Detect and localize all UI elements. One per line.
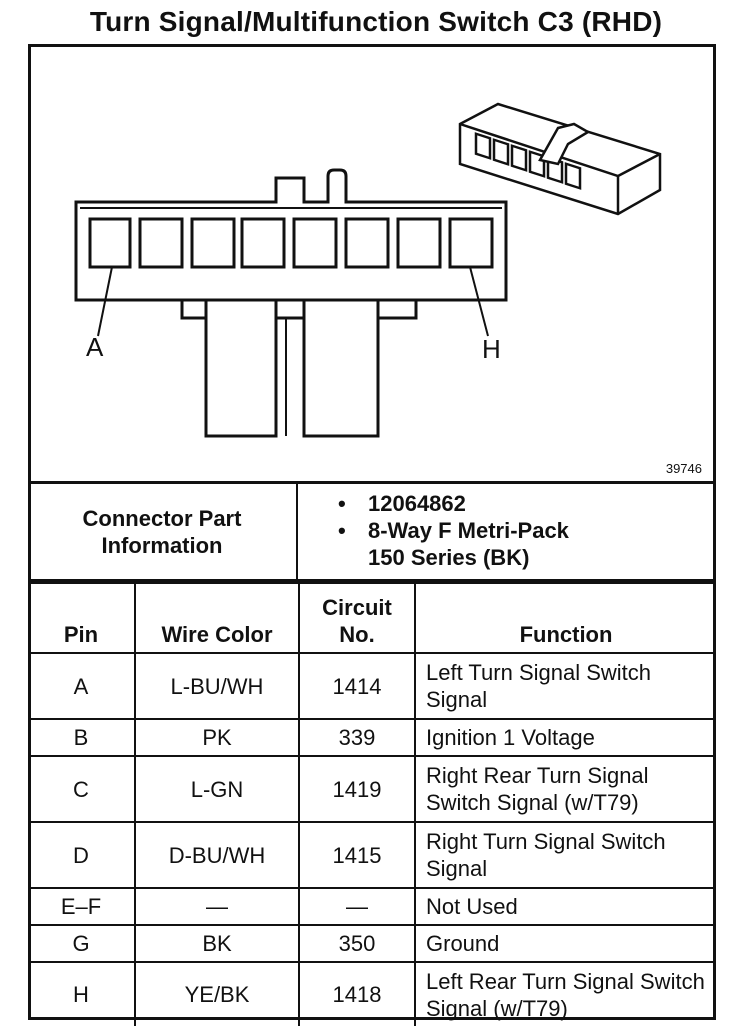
page-title: Turn Signal/Multifunction Switch C3 (RHD) [89,6,663,37]
connector-info-label: Connector Part Information [82,505,242,558]
wire-color-cell: D-BU/WH [135,822,299,888]
function-cell: Left Rear Turn Signal Switch Signal (w/T79) [415,962,716,1026]
table-row [28,653,716,719]
pin-cell: H [28,962,135,1026]
circuit-cell: 1419 [299,756,415,822]
wire-color-cell: PK [135,719,299,756]
pinout-table [28,582,716,1026]
header-circuit-no: Circuit No. [299,583,415,653]
wire-color-cell: L-GN [135,756,299,822]
circuit-cell: 1415 [299,822,415,888]
circuit-cell: 350 [299,925,415,962]
function-cell: Ground [415,925,716,962]
connector-info-label-cell [28,484,298,579]
connector-part-number: • 12064862 [338,490,716,517]
connector-info-items [298,484,716,579]
label-h: H [482,334,501,364]
wire-color-cell: YE/BK [135,962,299,1026]
circuit-cell: 1418 [299,962,415,1026]
header-function: Function [415,583,716,653]
function-cell: Right Rear Turn Signal Switch Signal (w/T79) [415,756,716,822]
table-header-row [28,583,716,653]
connector-illustration [28,44,716,482]
connector-info [28,481,716,582]
figure-number: 39746 [665,461,702,476]
function-cell: Right Turn Signal Switch Signal [415,822,716,888]
wire-color-cell: — [135,888,299,925]
circuit-cell: — [299,888,415,925]
table-row [28,822,716,888]
connector-type: • 8-Way F Metri-Pack 150 Series (BK) [338,517,608,571]
function-cell: Ignition 1 Voltage [415,719,716,756]
table-row [28,925,716,962]
table-row [28,756,716,822]
pin-cell: C [28,756,135,822]
pin-cell: D [28,822,135,888]
pin-cell: B [28,719,135,756]
connector-diagram [28,44,716,482]
function-cell: Not Used [415,888,716,925]
table-row [28,962,716,1026]
table-row [28,719,716,756]
circuit-cell: 339 [299,719,415,756]
pin-cell: A [28,653,135,719]
label-a: A [86,332,104,362]
header-wire-color: Wire Color [135,583,299,653]
circuit-cell: 1414 [299,653,415,719]
wire-color-cell: L-BU/WH [135,653,299,719]
pin-cell: G [28,925,135,962]
function-cell: Left Turn Signal Switch Signal [415,653,716,719]
pin-cell: E–F [28,888,135,925]
wire-color-cell: BK [135,925,299,962]
header-pin: Pin [28,583,135,653]
table-row [28,888,716,925]
